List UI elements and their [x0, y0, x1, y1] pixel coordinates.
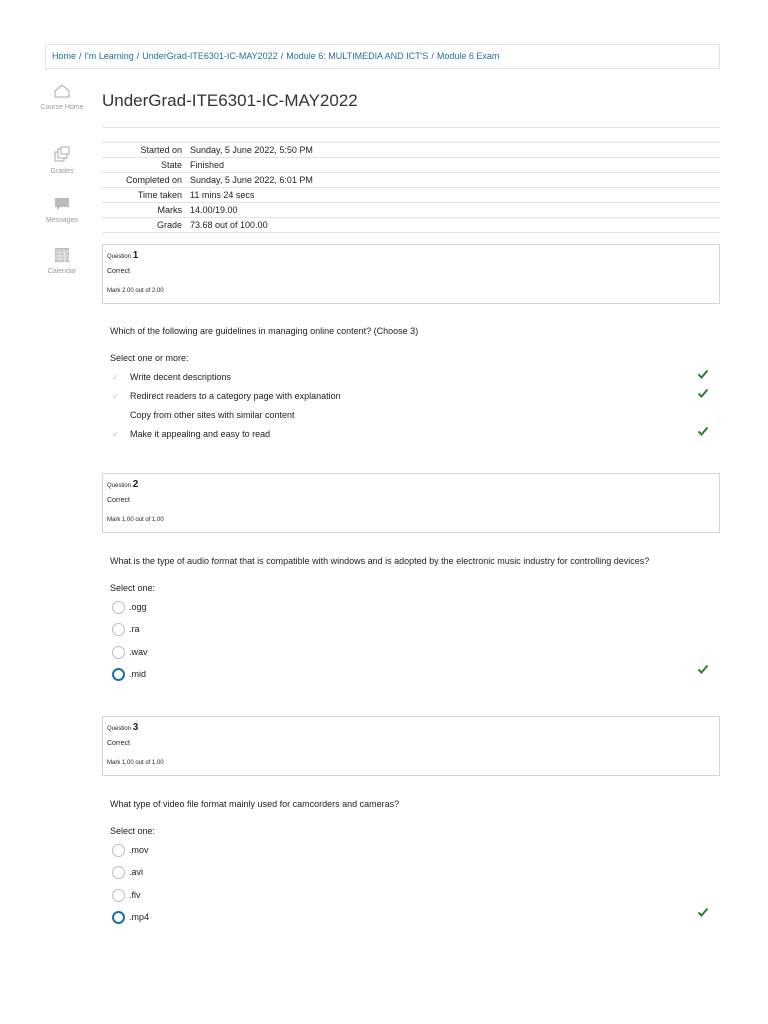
calendar-icon [55, 248, 69, 262]
correct-check-icon [697, 425, 709, 437]
table-row [102, 173, 720, 188]
correct-check-icon [697, 663, 709, 675]
summary-label: State [160, 160, 182, 170]
correct-check-icon [697, 368, 709, 380]
home-icon [54, 84, 70, 98]
answer-option[interactable]: .mid [112, 667, 146, 682]
table-row [102, 203, 720, 218]
breadcrumb [45, 44, 720, 69]
sidebar-item-course-home[interactable] [40, 84, 84, 114]
checkbox-tick-icon[interactable]: ✓ [112, 430, 119, 439]
summary-label: Marks [157, 205, 182, 215]
table-row [102, 158, 720, 173]
sidebar-item-calendar[interactable] [40, 248, 84, 278]
question-mark: Mark 2.00 out of 2.00 [107, 288, 164, 294]
question-info-1 [102, 244, 720, 304]
breadcrumb-separator: / [136, 51, 140, 61]
breadcrumb-course[interactable]: UnderGrad-ITE6301-IC-MAY2022 [142, 51, 278, 61]
breadcrumb-module[interactable]: Module 6: MULTIMEDIA AND ICT'S [286, 51, 429, 61]
question-text: What is the type of audio format that is compatible with windows and is adopted by the electronic music industry for controlling devices? [110, 556, 650, 566]
breadcrumb-separator: / [431, 51, 434, 61]
answer-option[interactable]: .mov [112, 843, 149, 858]
answer-option[interactable]: .wav [112, 645, 148, 660]
table-row [102, 218, 720, 233]
answer-option[interactable]: ✓ Redirect readers to a category page with explanation [112, 389, 341, 403]
answer-option[interactable]: .ogg [112, 600, 147, 615]
table-row [102, 143, 720, 158]
answer-prompt: Select one: [110, 826, 156, 836]
question-text: What type of video file format mainly used for camcorders and cameras? [110, 799, 400, 809]
question-info-3 [102, 716, 720, 776]
question-number: Question 1 [107, 250, 139, 261]
radio-button[interactable] [112, 844, 125, 857]
answer-option[interactable]: .ra [112, 622, 140, 637]
summary-value: 73.68 out of 100.00 [190, 220, 268, 230]
summary-value: 11 mins 24 secs [190, 190, 255, 200]
question-number: Question 2 [107, 479, 139, 490]
checkbox-tick-icon[interactable]: ✓ [112, 373, 119, 382]
radio-button[interactable] [112, 866, 125, 879]
breadcrumb-separator: / [79, 51, 82, 61]
breadcrumb-home[interactable]: Home [52, 51, 77, 61]
question-number: Question 3 [107, 722, 139, 733]
answer-option[interactable]: Copy from other sites with similar content [130, 410, 295, 420]
breadcrumb-im-learning[interactable]: I'm Learning [84, 51, 134, 61]
summary-value: Sunday, 5 June 2022, 5:50 PM [190, 145, 313, 155]
answer-option[interactable]: ✓ Write decent descriptions [112, 370, 231, 384]
attempt-summary-table [102, 142, 720, 233]
answer-prompt: Select one: [110, 583, 156, 593]
answer-option[interactable]: ✓ Make it appealing and easy to read [112, 427, 270, 441]
answer-prompt: Select one or more: [110, 353, 189, 363]
sidebar-item-label: Grades [50, 168, 74, 175]
radio-button-selected[interactable] [112, 911, 125, 924]
radio-button[interactable] [112, 623, 125, 636]
summary-value: Sunday, 5 June 2022, 6:01 PM [190, 175, 313, 185]
summary-label: Grade [156, 220, 182, 230]
question-state: Correct [107, 268, 130, 275]
radio-button[interactable] [112, 601, 125, 614]
sidebar-item-grades[interactable] [40, 146, 84, 178]
sidebar-item-label: Calendar [47, 268, 77, 275]
radio-button[interactable] [112, 889, 125, 902]
checkbox-tick-icon[interactable]: ✓ [112, 392, 119, 401]
question-text: Which of the following are guidelines in managing online content? (Choose 3) [110, 326, 419, 336]
sidebar-item-label: Course Home [40, 104, 84, 111]
grades-icon [54, 146, 70, 162]
radio-button[interactable] [112, 646, 125, 659]
summary-value: 14.00/19.00 [190, 205, 238, 215]
answer-option[interactable]: .mp4 [112, 910, 149, 925]
sidebar-item-messages[interactable] [40, 197, 84, 227]
question-state: Correct [107, 740, 130, 747]
question-mark: Mark 1.00 out of 1.00 [107, 517, 164, 523]
summary-value: Finished [190, 160, 225, 170]
summary-label: Started on [140, 145, 182, 155]
table-row [102, 188, 720, 203]
correct-check-icon [697, 906, 709, 918]
messages-icon [54, 197, 70, 211]
correct-check-icon [697, 387, 709, 399]
divider [102, 127, 720, 128]
summary-label: Time taken [137, 190, 182, 200]
summary-label: Completed on [125, 175, 182, 185]
breadcrumb-separator: / [280, 51, 284, 61]
question-info-2 [102, 473, 720, 533]
page-title: UnderGrad-ITE6301-IC-MAY2022 [102, 91, 358, 110]
answer-option[interactable]: .flv [112, 888, 141, 903]
question-mark: Mark 1.00 out of 1.00 [107, 760, 164, 766]
sidebar-item-label: Messages [46, 217, 78, 224]
question-state: Correct [107, 497, 130, 504]
radio-button-selected[interactable] [112, 668, 125, 681]
breadcrumb-exam[interactable]: Module 6 Exam [436, 51, 500, 61]
answer-option[interactable]: .avi [112, 865, 143, 880]
